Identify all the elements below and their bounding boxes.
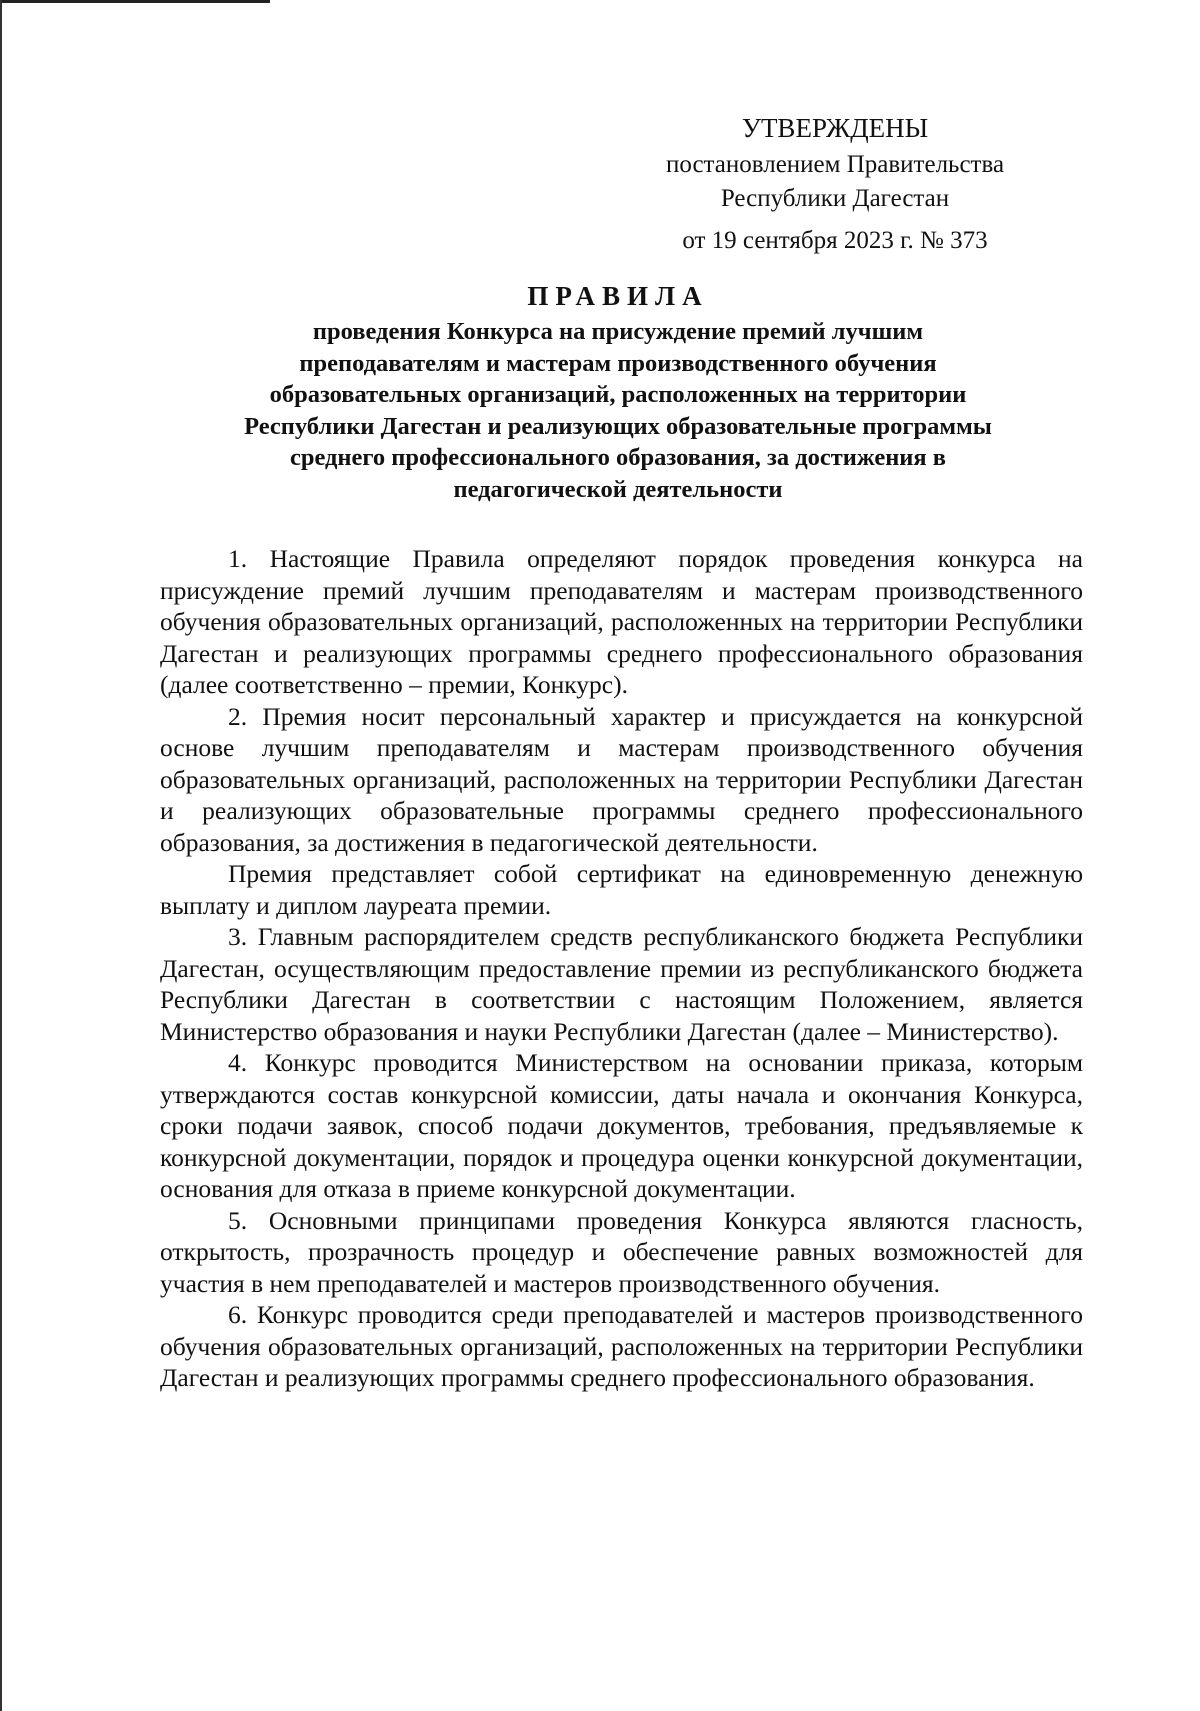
scan-edge-left bbox=[0, 0, 2, 1711]
paragraph-2-continued: Премия представляет собой сертификат на единовременную денежную выплату и диплом лауреата премии. bbox=[160, 859, 1083, 920]
subtitle-line: преподавателям и мастерам производственного обучения bbox=[299, 349, 937, 377]
approval-line-1: постановлением Правительства bbox=[665, 151, 1005, 178]
subtitle-line: педагогической деятельности bbox=[453, 475, 783, 503]
scan-edge-top bbox=[0, 0, 270, 3]
paragraph-1: 1. Настоящие Правила определяют порядок проведения конкурса на присуждение премий лучшим преподавателям и мастерам производственного обучения образовательных организаций, расположенных на территории Республики Дагестан и реализующих программы среднего профессионального образования (далее соответственно – премии, Конкурс). bbox=[160, 544, 1083, 699]
subtitle-line: проведения Конкурса на присуждение премий лучшим bbox=[312, 318, 924, 345]
approval-title: УТВЕРЖДЕНЫ bbox=[741, 113, 929, 143]
approval-line-2: Республики Дагестан bbox=[720, 185, 950, 212]
subtitle-line: образовательных организаций, расположенных на территории bbox=[269, 381, 967, 408]
subtitle-line: Республики Дагестан и реализующих образовательные программы bbox=[244, 412, 992, 440]
document-body bbox=[160, 543, 1083, 1394]
paragraph-2: 2. Премия носит персональный характер и присуждается на конкурсной основе лучшим преподавателям и мастерам производственного обучения образовательных организаций, расположенных на территории Республики Дагестан и реализующих образовательные программы среднего профессионального образования, за достижения в педагогической деятельности. bbox=[160, 701, 1083, 857]
paragraph-3: 3. Главным распорядителем средств республиканского бюджета Республики Дагестан, осуществляющим предоставление премии из республиканского бюджета Республики Дагестан в соответствии с настоящим Положением, является Министерство образования и науки Республики Дагестан (далее – Министерство). bbox=[160, 922, 1083, 1046]
paragraph-5: 5. Основными принципами проведения Конкурса являются гласность, открытость, прозрачность процедур и обеспечение равных возможностей для участия в нем преподавателей и мастеров производственного обучения. bbox=[160, 1205, 1083, 1298]
paragraph-6: 6. Конкурс проводится среди преподавателей и мастеров производственного обучения образовательных организаций, расположенных на территории Республики Дагестан и реализующих программы среднего профессионального образования. bbox=[160, 1300, 1083, 1392]
subtitle-line: среднего профессионального образования, за достижения в bbox=[289, 444, 947, 471]
approval-stamp-block bbox=[625, 110, 1045, 258]
approval-number: от 19 сентября 2023 г. № 373 bbox=[682, 227, 988, 254]
document-heading bbox=[150, 278, 1086, 505]
paragraph-4: 4. Конкурс проводится Министерством на основании приказа, которым утверждаются состав конкурсной комиссии, даты начала и окончания Конкурса, сроки подачи заявок, способ подачи документов, требования, предъявляемые к конкурсной документации, порядок и процедура оценки конкурсной документации, основания для отказа в приеме конкурсной документации. bbox=[160, 1048, 1083, 1203]
document-subtitle bbox=[150, 316, 1086, 505]
document-title: ПРАВИЛА bbox=[527, 281, 709, 311]
